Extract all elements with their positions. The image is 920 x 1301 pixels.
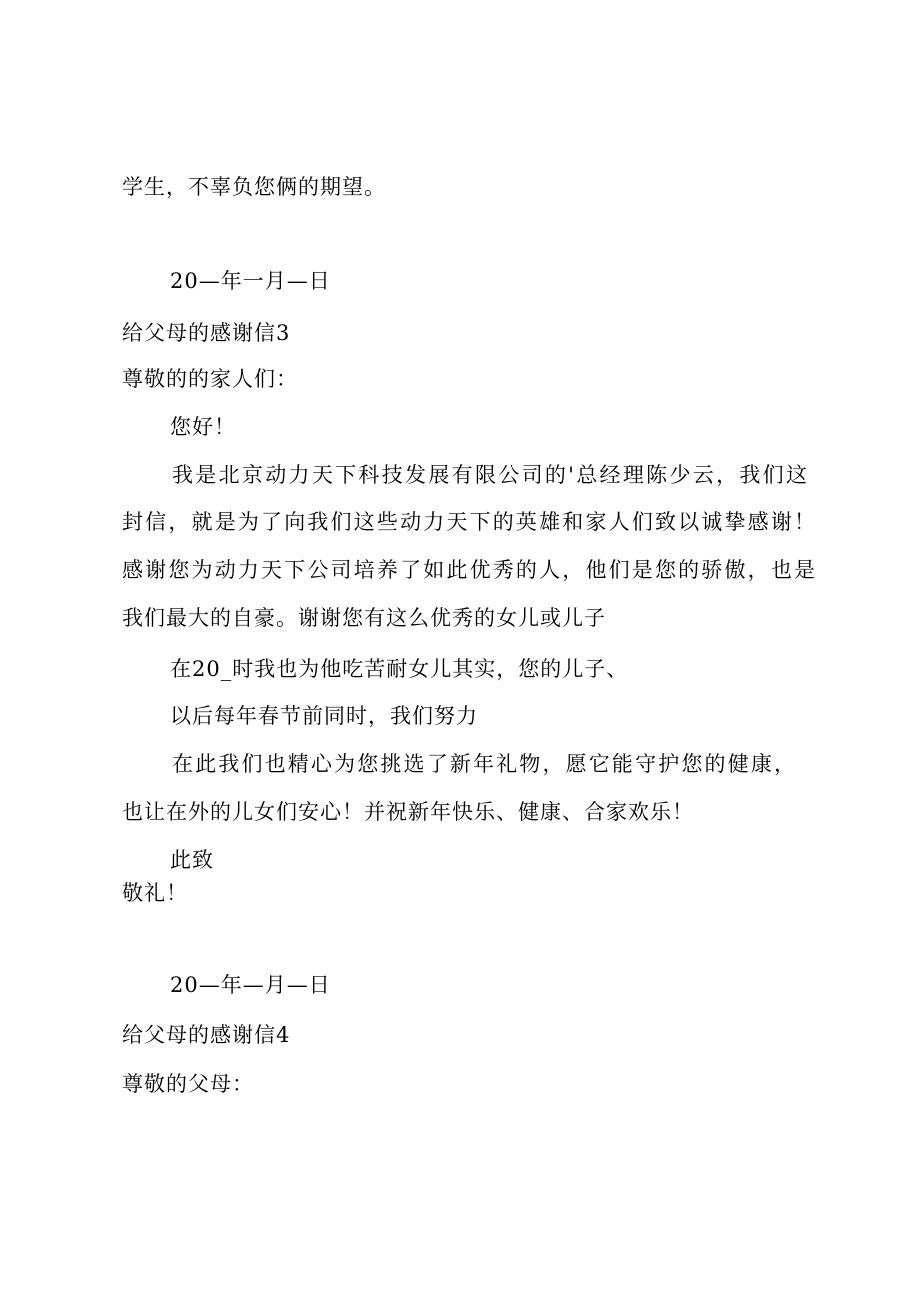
letter-3-closing: 此致 <box>170 848 214 872</box>
date-line-letter-2: 20—年一月—日 <box>170 269 331 293</box>
letter-3-body-line-7: 在此我们也精心为您挑选了新年礼物，愿它能守护您的健康， <box>172 752 796 776</box>
date-line-letter-3: 20—年—月—日 <box>170 973 331 997</box>
letter-3-body-line-8: 也让在外的儿女们安心！并祝新年快乐、健康、合家欢乐！ <box>122 800 694 824</box>
letter-3-salutation: 尊敬的的家人们： <box>122 367 298 391</box>
letter-3-title: 给父母的感谢信3 <box>122 321 291 345</box>
text-line-closing-sentence: 学生，不辜负您俩的期望。 <box>122 175 386 199</box>
letter-3-greeting: 您好！ <box>170 415 236 439</box>
letter-3-body-line-3: 感谢您为动力天下公司培养了如此优秀的人，他们是您的骄傲，也是 <box>122 558 816 582</box>
letter-3-body-line-4: 我们最大的自豪。谢谢您有这么优秀的女儿或儿子 <box>122 606 606 630</box>
letter-4-title: 给父母的感谢信4 <box>122 1023 291 1047</box>
letter-3-body-line-6: 以后每年春节前同时，我们努力 <box>170 704 478 728</box>
letter-3-body-line-1: 我是北京动力天下科技发展有限公司的'总经理陈少云，我们这 <box>172 463 808 487</box>
letter-3-regards: 敬礼！ <box>122 881 188 905</box>
letter-3-body-line-2: 封信，就是为了向我们这些动力天下的英雄和家人们致以诚挚感谢！ <box>122 510 816 534</box>
letter-3-body-line-5: 在20_时我也为他吃苦耐女儿其实，您的儿子、 <box>170 657 629 681</box>
letter-4-salutation: 尊敬的父母： <box>122 1072 254 1096</box>
